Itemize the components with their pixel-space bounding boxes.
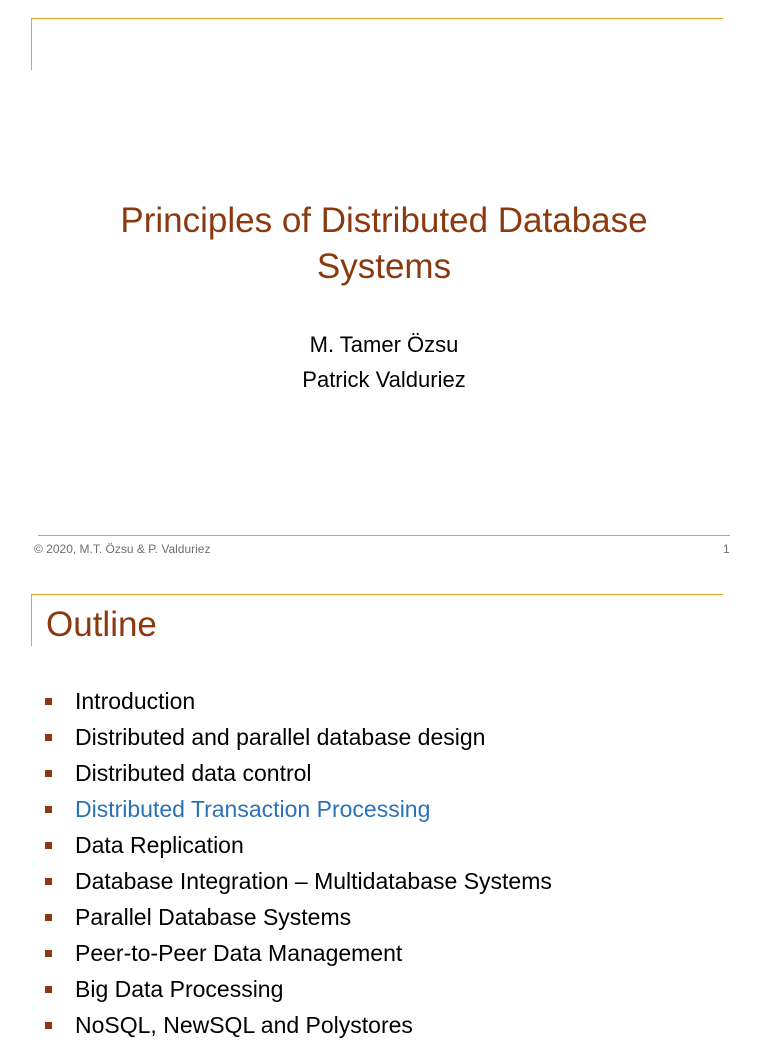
- list-item: [44, 1007, 552, 1043]
- footer-rule: [38, 535, 730, 536]
- top-rule: [32, 594, 723, 595]
- author-1: M. Tamer Özsu: [309, 332, 459, 357]
- list-item: [44, 863, 552, 899]
- list-item-text: Distributed and parallel database design: [75, 724, 486, 750]
- footer-copyright: © 2020, M.T. Özsu & P. Valduriez: [34, 542, 211, 556]
- list-item-highlighted: [44, 791, 552, 827]
- list-item-text: Database Integration – Multidatabase Systems: [75, 868, 552, 894]
- list-item: [44, 899, 552, 935]
- square-bullet-icon: [45, 842, 52, 849]
- list-item-text: Distributed Transaction Processing: [75, 796, 431, 822]
- square-bullet-icon: [45, 950, 52, 957]
- list-item-text: Introduction: [75, 688, 196, 714]
- top-rule: [32, 18, 723, 19]
- left-rule: [31, 18, 32, 70]
- title-line-2: Systems: [316, 247, 452, 286]
- list-item: [44, 935, 552, 971]
- square-bullet-icon: [45, 1022, 52, 1029]
- square-bullet-icon: [45, 914, 52, 921]
- list-item-text: Parallel Database Systems: [75, 904, 352, 930]
- list-item: [44, 971, 552, 1007]
- list-item-text: Distributed data control: [75, 760, 312, 786]
- author-2: Patrick Valduriez: [302, 367, 466, 392]
- list-item: [44, 683, 552, 719]
- square-bullet-icon: [45, 734, 52, 741]
- square-bullet-icon: [45, 770, 52, 777]
- list-item-text: Data Replication: [75, 832, 244, 858]
- title-line-1: Principles of Distributed Database: [120, 201, 648, 240]
- left-rule: [31, 594, 32, 646]
- list-item: [44, 719, 552, 755]
- list-item-text: NoSQL, NewSQL and Polystores: [75, 1012, 413, 1038]
- square-bullet-icon: [45, 806, 52, 813]
- outline-title: Outline: [46, 605, 157, 644]
- list-item-text: Big Data Processing: [75, 976, 284, 1002]
- outline-list: [44, 683, 552, 1043]
- list-item: [44, 827, 552, 863]
- square-bullet-icon: [45, 986, 52, 993]
- list-item: [44, 755, 552, 791]
- square-bullet-icon: [45, 878, 52, 885]
- footer-page-number: 1: [723, 542, 730, 556]
- list-item-text: Peer-to-Peer Data Management: [75, 940, 403, 966]
- square-bullet-icon: [45, 698, 52, 705]
- slide-title: [0, 198, 768, 290]
